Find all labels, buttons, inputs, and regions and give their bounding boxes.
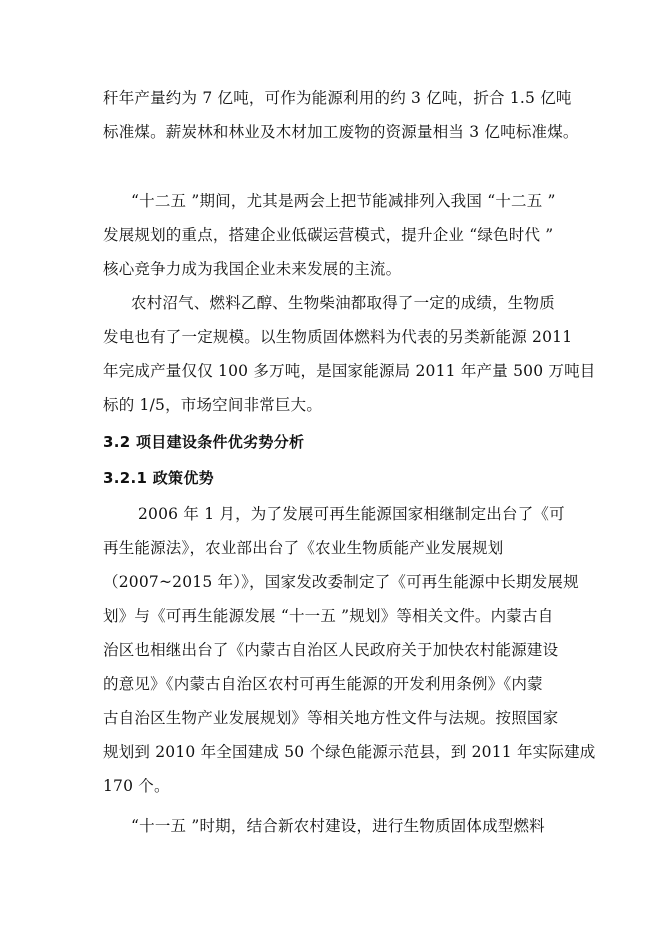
subsection-heading: 3.2.1 政策优势 [103, 469, 214, 487]
text-line: 再生能源法》，农业部出台了《农业生物质能产业发展规划 [103, 539, 504, 557]
text-line: 标准煤。薪炭林和林业及木材加工废物的资源量相当 3 亿吨标准煤。 [103, 123, 579, 141]
text-line: 规划到 2010 年全国建成 50 个绿色能源示范县，到 2011 年实际建成 [103, 743, 596, 761]
text-line: 古自治区生物产业发展规划》等相关地方性文件与法规。按照国家 [103, 709, 559, 727]
text-line: 年完成产量仅仅 100 多万吨，是国家能源局 2011 年产量 500 万吨目 [103, 362, 596, 380]
text-line: “十二五 ”期间，尤其是两会上把节能减排列入我国 “十二五 ” [131, 192, 556, 210]
text-line: 秆年产量约为 7 亿吨，可作为能源利用的约 3 亿吨，折合 1.5 亿吨 [103, 89, 572, 107]
text-line: 的意见》《内蒙古自治区农村可再生能源的开发利用条例》《内蒙 [103, 675, 543, 693]
text-line: 170 个。 [103, 777, 170, 795]
text-line: 核心竞争力成为我国企业未来发展的主流。 [103, 260, 402, 278]
text-line: 发电也有了一定规模。以生物质固体燃料为代表的另类新能源 2011 [103, 328, 573, 346]
text-line: 划》与《可再生能源发展 “十一五 ”规划》等相关文件。内蒙古自 [103, 607, 554, 625]
text-line: “十一五 ”时期，结合新农村建设，进行生物质固体成型燃料 [131, 817, 545, 835]
text-line: 标的 1/5，市场空间非常巨大。 [103, 396, 323, 414]
section-heading: 3.2 项目建设条件优劣势分析 [103, 433, 305, 451]
text-line: 农村沼气、燃料乙醇、生物柴油都取得了一定的成绩，生物质 [131, 294, 555, 312]
text-line: （2007~2015 年）》，国家发改委制定了《可再生能源中长期发展规 [103, 573, 579, 591]
text-line: 发展规划的重点，搭建企业低碳运营模式，提升企业 “绿色时代 ” [103, 226, 554, 244]
text-line: 治区也相继出台了《内蒙古自治区人民政府关于加快农村能源建设 [103, 641, 559, 659]
text-line: 2006 年 1 月，为了发展可再生能源国家相继制定出台了《可 [138, 505, 565, 523]
